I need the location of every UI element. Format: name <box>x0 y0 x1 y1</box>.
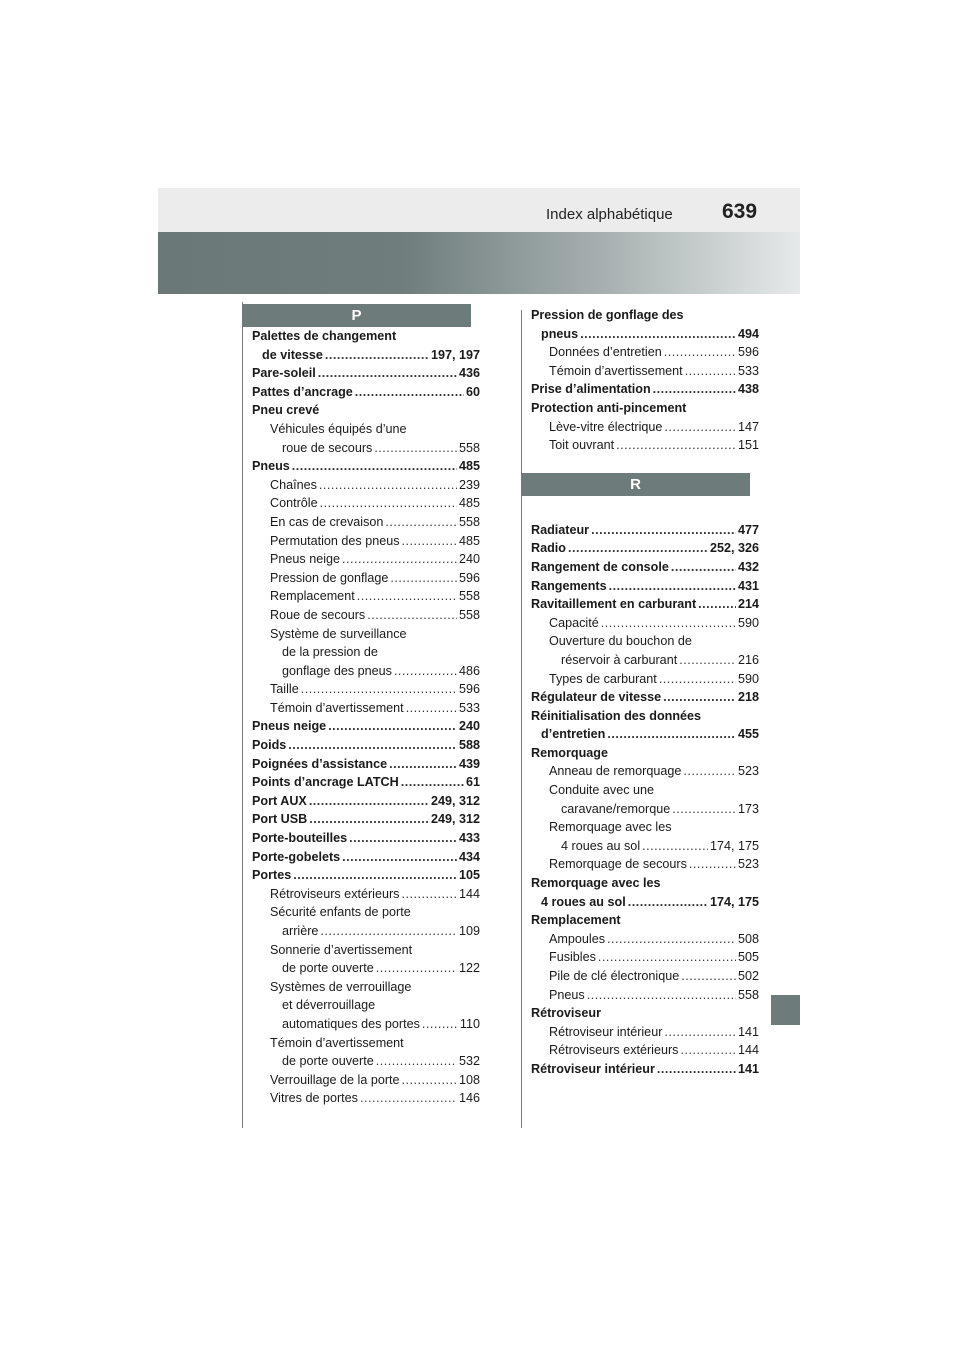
index-subentry: automatiques des portes ..... 110 <box>252 1015 480 1034</box>
index-entry: d’entretien ..... 455 <box>531 725 759 744</box>
index-subentry: Rétroviseurs extérieurs ..... 144 <box>531 1041 759 1060</box>
index-subentry: Témoin d’avertissement ..... 533 <box>252 699 480 718</box>
index-entry: Points d’ancrage LATCH ..... 61 <box>252 773 480 792</box>
index-subentry: Pneus ..... 558 <box>531 986 759 1005</box>
index-entry: Pneus ..... 485 <box>252 457 480 476</box>
index-entry: pneus ..... 494 <box>531 325 759 344</box>
index-subentry: Lève-vitre électrique ..... 147 <box>531 418 759 437</box>
index-subentry: Remorquage avec les <box>549 820 672 835</box>
index-subentry: En cas de crevaison ..... 558 <box>252 513 480 532</box>
index-entry: Port USB ..... 249, 312 <box>252 810 480 829</box>
index-column-1 <box>252 327 480 1108</box>
index-subentry: Chaînes ..... 239 <box>252 476 480 495</box>
index-subentry: Pile de clé électronique ..... 502 <box>531 967 759 986</box>
column-divider-left <box>242 302 243 1128</box>
index-entry: Porte-bouteilles ..... 433 <box>252 829 480 848</box>
index-subentry: 4 roues au sol ..... 174, 175 <box>531 837 759 856</box>
index-subentry: Remorquage de secours ..... 523 <box>531 855 759 874</box>
index-subentry: Sonnerie d’avertissement <box>270 942 413 957</box>
index-subentry: arrière ..... 109 <box>252 922 480 941</box>
index-entry: Palettes de changement <box>252 329 397 343</box>
index-entry: Remorquage avec les <box>531 876 661 891</box>
index-subentry: gonflage des pneus ..... 486 <box>252 662 480 681</box>
section-letter-r: R <box>521 473 750 496</box>
index-subentry: Ouverture du bouchon de <box>549 634 692 649</box>
index-subentry: Toit ouvrant ..... 151 <box>531 436 759 455</box>
index-subentry: Sécurité enfants de porte <box>270 905 411 920</box>
index-subentry: de la pression de <box>282 645 378 660</box>
index-entry: Portes ..... 105 <box>252 866 480 885</box>
page-number: 639 <box>722 200 758 223</box>
index-entry: Pare-soleil ..... 436 <box>252 364 480 383</box>
index-subentry: Rétroviseur intérieur ..... 141 <box>531 1023 759 1042</box>
index-subentry: réservoir à carburant ..... 216 <box>531 651 759 670</box>
index-entry: Régulateur de vitesse ..... 218 <box>531 688 759 707</box>
page-title: Index alphabétique <box>546 206 673 223</box>
index-subentry: Système de surveillance <box>270 626 407 641</box>
index-subentry: Fusibles ..... 505 <box>531 948 759 967</box>
section-letter-p: P <box>242 304 471 327</box>
index-subentry: Témoin d’avertissement <box>270 1035 404 1050</box>
index-entry: Remorquage <box>531 745 608 760</box>
index-subentry: de porte ouverte ..... 532 <box>252 1052 480 1071</box>
index-subentry: Ampoules ..... 508 <box>531 930 759 949</box>
index-subentry: Pression de gonflage ..... 596 <box>252 569 480 588</box>
header-gradient-band <box>158 232 800 294</box>
index-entry: 4 roues au sol ..... 174, 175 <box>531 893 759 912</box>
index-subentry: Données d’entretien ..... 596 <box>531 343 759 362</box>
chapter-side-tab <box>771 995 800 1025</box>
index-entry: Prise d’alimentation ..... 438 <box>531 380 759 399</box>
index-subentry: Capacité ..... 590 <box>531 614 759 633</box>
index-subentry: Taille ..... 596 <box>252 680 480 699</box>
index-entry: Radiateur ..... 477 <box>531 521 759 540</box>
index-subentry: Véhicules équipés d’une <box>270 421 407 436</box>
index-entry: Rangements ..... 431 <box>531 577 759 596</box>
index-subentry: Rétroviseurs extérieurs ..... 144 <box>252 885 480 904</box>
index-subentry: Anneau de remorquage ..... 523 <box>531 762 759 781</box>
index-subentry: Roue de secours ..... 558 <box>252 606 480 625</box>
index-subentry: Témoin d’avertissement ..... 533 <box>531 362 759 381</box>
index-subentry: roue de secours ..... 558 <box>252 439 480 458</box>
index-entry: de vitesse ..... 197, 197 <box>252 346 480 365</box>
index-entry: Remplacement <box>531 913 621 928</box>
index-subentry: Conduite avec une <box>549 783 655 798</box>
index-entry: Poignées d’assistance ..... 439 <box>252 755 480 774</box>
index-entry: Rétroviseur intérieur ..... 141 <box>531 1060 759 1079</box>
index-entry: Ravitaillement en carburant ..... 214 <box>531 595 759 614</box>
index-subentry: Permutation des pneus ..... 485 <box>252 532 480 551</box>
index-subentry: Verrouillage de la porte ..... 108 <box>252 1071 480 1090</box>
index-subentry: et déverrouillage <box>282 998 376 1013</box>
index-column-2 <box>531 306 759 1079</box>
index-entry: Pression de gonflage des <box>531 308 684 322</box>
index-entry: Pneus neige ..... 240 <box>252 717 480 736</box>
index-entry: Rétroviseur <box>531 1006 601 1021</box>
index-subentry: caravane/remorque ..... 173 <box>531 800 759 819</box>
index-entry: Radio ..... 252, 326 <box>531 539 759 558</box>
index-entry: Rangement de console ..... 432 <box>531 558 759 577</box>
index-subentry: Systèmes de verrouillage <box>270 979 412 994</box>
index-entry: Réinitialisation des données <box>531 708 702 723</box>
header-bar <box>158 188 800 232</box>
index-subentry: de porte ouverte ..... 122 <box>252 959 480 978</box>
index-subentry: Types de carburant ..... 590 <box>531 670 759 689</box>
index-subentry: Contrôle ..... 485 <box>252 494 480 513</box>
index-subentry: Pneus neige ..... 240 <box>252 550 480 569</box>
index-entry: Porte-gobelets ..... 434 <box>252 848 480 867</box>
index-entry: Poids ..... 588 <box>252 736 480 755</box>
index-entry: Pattes d’ancrage ..... 60 <box>252 383 480 402</box>
column-divider-middle <box>521 310 522 1128</box>
index-entry: Protection anti-pincement <box>531 400 687 415</box>
section-gap <box>531 455 759 521</box>
index-entry: Pneu crevé <box>252 403 320 418</box>
index-subentry: Vitres de portes ..... 146 <box>252 1089 480 1108</box>
index-entry: Port AUX ..... 249, 312 <box>252 792 480 811</box>
index-subentry: Remplacement ..... 558 <box>252 587 480 606</box>
